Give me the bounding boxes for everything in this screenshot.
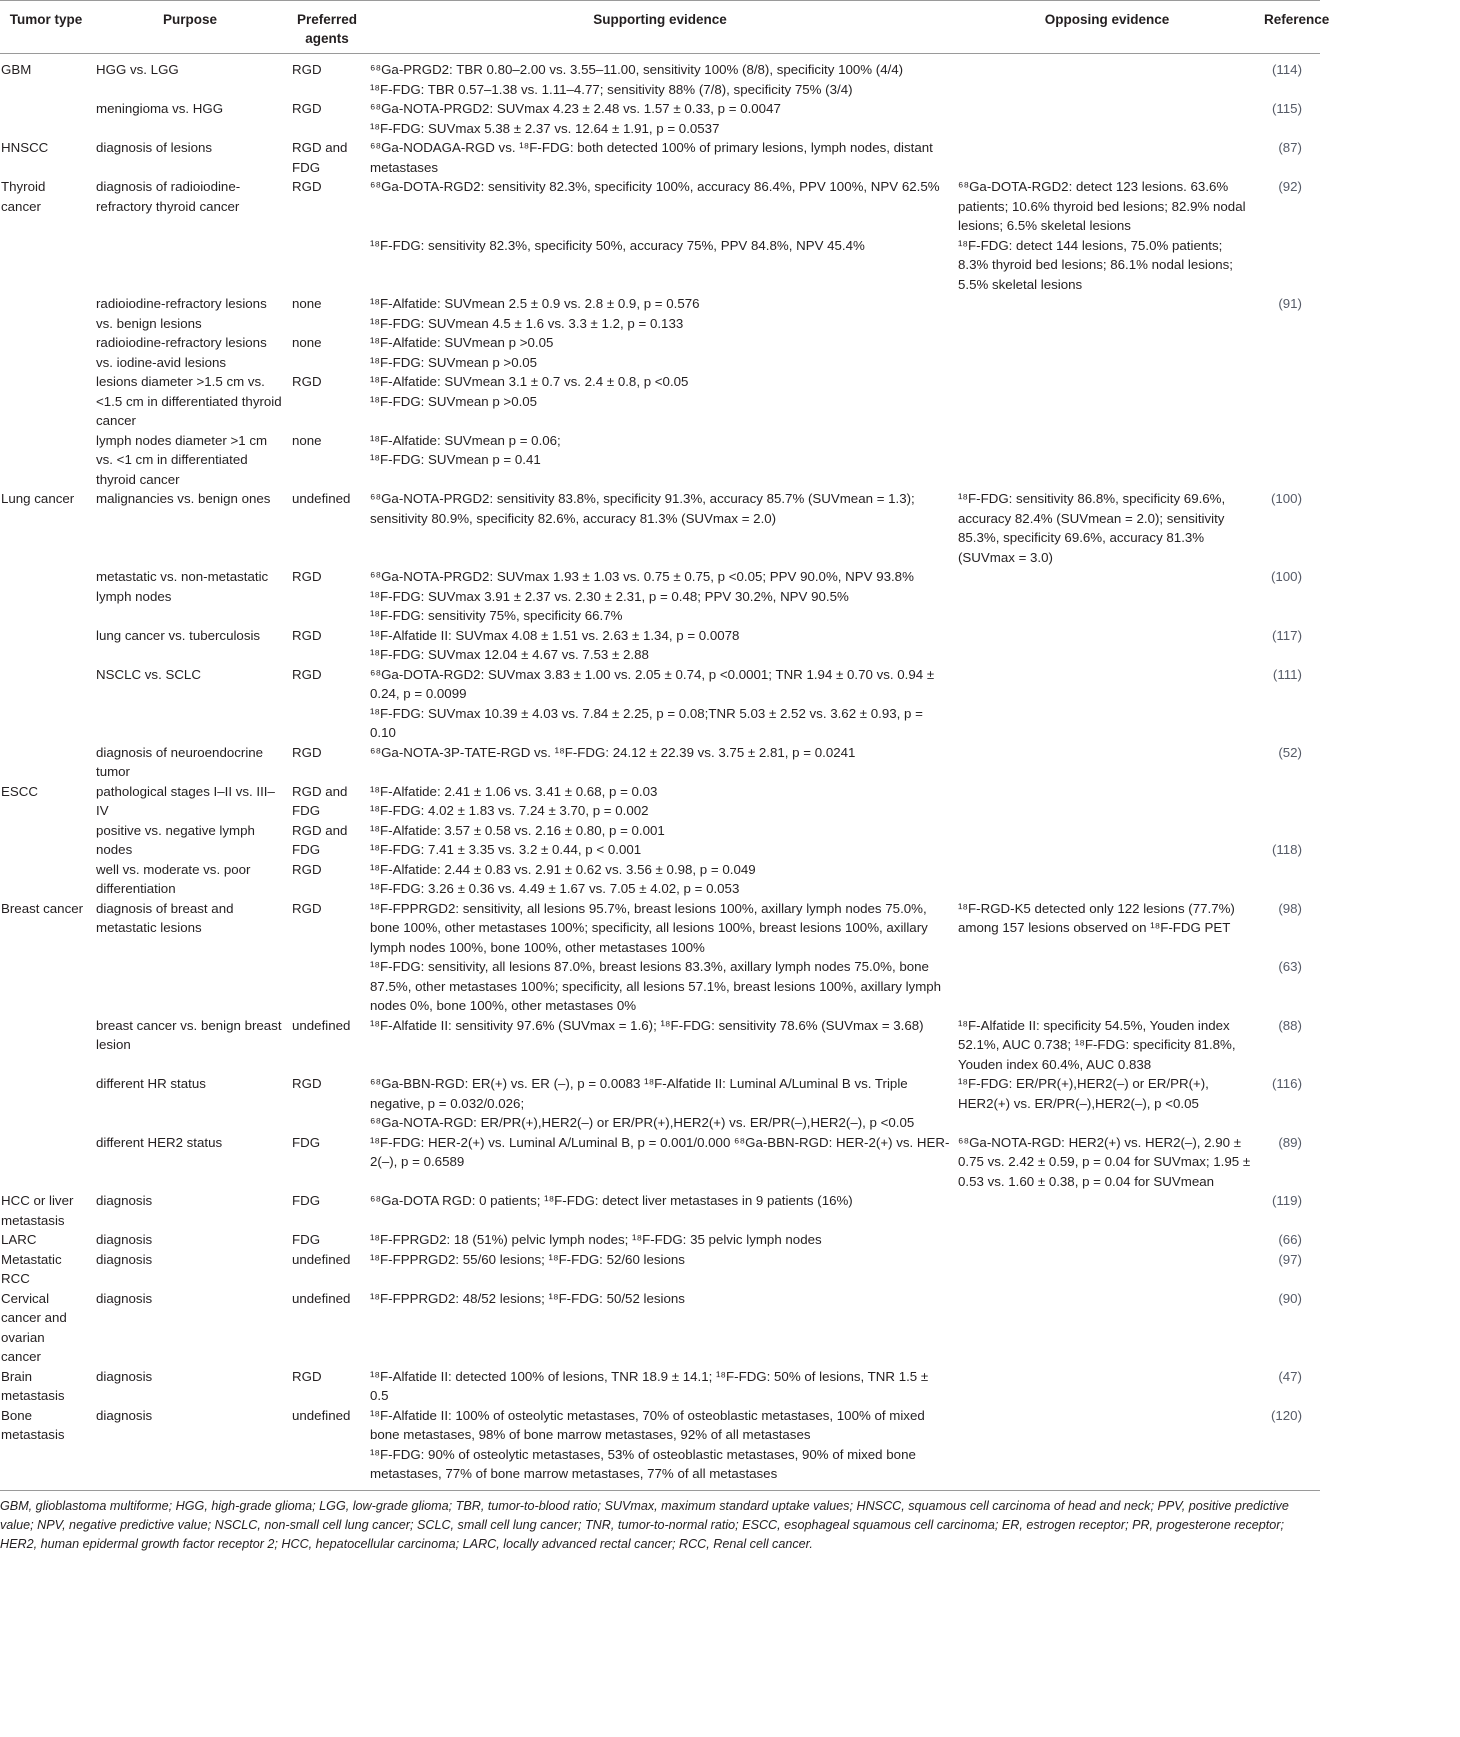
cell-purpose: metastatic vs. non-metastatic lymph nodes [96, 569, 269, 604]
table-row [0, 1133, 1320, 1192]
cell-supporting-evidence: ¹⁸F-Alfatide: SUVmean p = 0.06; ¹⁸F-FDG: SUVmean p = 0.41 [370, 432, 561, 467]
table-footnote [0, 1491, 1320, 1554]
cell-preferred-agents: FDG [292, 1134, 321, 1150]
cell-tumor-type [0, 333, 92, 372]
cell-tumor-type: Brain metastasis [1, 1368, 65, 1403]
cell-tumor-type: Lung cancer [1, 491, 75, 506]
cell-supporting-evidence: ¹⁸F-Alfatide II: detected 100% of lesions, TNR 18.9 ± 14.1; ¹⁸F-FDG: 50% of lesions, TNR 1.5 ± 0.5 [370, 1368, 929, 1403]
cell-tumor-type [0, 665, 92, 743]
cell-supporting-evidence: ¹⁸F-FPPRGD2: 55/60 lesions; ¹⁸F-FDG: 52/60 lesions [370, 1251, 685, 1267]
cell-preferred-agents: undefined [292, 491, 351, 506]
cell-opposing-evidence: ¹⁸F-FDG: sensitivity 86.8%, specificity 69.6%, accuracy 82.4% (SUVmean = 2.0); sensitivity 85.3%, specificity 69.6%, accuracy 81.3% (SUVmax = 3.0) [958, 491, 1226, 565]
cell-purpose: diagnosis of breast and metastatic lesions [96, 900, 234, 935]
cell-preferred-agents: RGD [292, 861, 322, 877]
cell-tumor-type [0, 431, 92, 490]
cell-purpose: diagnosis [96, 1193, 153, 1208]
cell-reference: (120) [1260, 1406, 1320, 1491]
header-purpose: Purpose [92, 1, 288, 54]
cell-supporting-evidence: ⁶⁸Ga-DOTA-RGD2: SUVmax 3.83 ± 1.00 vs. 2.05 ± 0.74, p <0.0001; TNR 1.94 ± 0.70 vs. 0.94 ± 0.24, p = 0.0099 ¹⁸F-FDG: SUVmax 10.39 ± 4.03 vs. 7.84 ± 2.25, p = 0.08;TNR 5.03 ± 2.52 vs. 3.62 ± 0.93, p = 0.10 [370, 666, 935, 740]
cell-purpose: positive vs. negative lymph nodes [96, 822, 255, 857]
cell-tumor-type: LARC [1, 1232, 37, 1247]
cell-reference: (100) [1270, 491, 1302, 506]
header-reference: Reference [1260, 1, 1320, 54]
cell-purpose: meningioma vs. HGG [96, 101, 224, 116]
cell-supporting-evidence: ¹⁸F-Alfatide: SUVmean 2.5 ± 0.9 vs. 2.8 ± 0.9, p = 0.576 ¹⁸F-FDG: SUVmean 4.5 ± 1.6 vs. 3.3 ± 1.2, p = 0.133 [370, 296, 700, 331]
cell-reference [1260, 333, 1320, 372]
cell-supporting-evidence: ¹⁸F-Alfatide: 2.44 ± 0.83 vs. 2.91 ± 0.62 vs. 3.56 ± 0.98, p = 0.049 ¹⁸F-FDG: 3.26 ± 0.36 vs. 4.49 ± 1.67 vs. 7.05 ± 4.02, p = 0.053 [370, 861, 756, 896]
cell-purpose: lesions diameter >1.5 cm vs. <1.5 cm in differentiated thyroid cancer [96, 374, 282, 428]
cell-purpose: malignancies vs. benign ones [96, 491, 271, 506]
table-row [0, 138, 1320, 177]
footnote-text: GBM, glioblastoma multiforme; HGG, high-grade glioma; LGG, low-grade glioma; TBR, tumor-to-blood ratio; SUVmax, maximum standard uptake values; HNSCC, squamous cell carcinoma of head and neck; PPV, positive predictive value; NPV, negative predictive value; NSCLC, non-small cell lung cancer; SCLC, small cell lung cancer; TNR, tumor-to-normal ratio; ESCC, esophageal squamous cell carcinoma; ER, estrogen receptor; PR, progesterone receptor; HER2, human epidermal growth factor receptor 2; HCC, hepatocellular carcinoma; LARC, locally advanced rectal cancer; RCC, Renal cell cancer. [0, 1498, 1289, 1551]
cell-preferred-agents: RGD [292, 666, 322, 682]
cell-opposing-evidence [954, 1230, 1260, 1250]
cell-tumor-type [0, 821, 92, 860]
table-row [0, 294, 1320, 333]
cell-preferred-agents: undefined [292, 1251, 351, 1267]
cell-tumor-type: Metastatic RCC [1, 1251, 62, 1286]
cell-reference: (111) [1272, 666, 1302, 682]
cell-reference: (92) [1278, 179, 1302, 194]
cell-purpose: radioiodine-refractory lesions vs. iodine-avid lesions [96, 335, 267, 370]
table-row [0, 1230, 1320, 1250]
cell-reference: (114) [1271, 62, 1302, 77]
cell-purpose: diagnosis of lesions [96, 140, 213, 155]
cell-opposing-evidence [954, 431, 1260, 490]
table-row [0, 54, 1320, 100]
cell-preferred-agents: RGD [292, 101, 322, 116]
table-row [0, 626, 1320, 665]
cell-tumor-type [0, 99, 92, 138]
cell-reference: (117) [1271, 627, 1302, 643]
cell-preferred-agents: RGD and FDG [292, 822, 348, 857]
cell-preferred-agents: undefined [288, 1406, 366, 1491]
cell-supporting-evidence: ¹⁸F-Alfatide II: SUVmax 4.08 ± 1.51 vs. 2.63 ± 1.34, p = 0.0078 ¹⁸F-FDG: SUVmax 12.04 ± 4.67 vs. 7.53 ± 2.88 [370, 627, 740, 662]
cell-preferred-agents: FDG [292, 1232, 321, 1247]
table-row [0, 372, 1320, 431]
table-row [0, 99, 1320, 138]
cell-supporting-evidence: ⁶⁸Ga-NOTA-PRGD2: SUVmax 4.23 ± 2.48 vs. 1.57 ± 0.33, p = 0.0047 ¹⁸F-FDG: SUVmax 5.38 ± 2.37 vs. 12.64 ± 1.91, p = 0.0537 [370, 101, 781, 136]
cell-purpose: NSCLC vs. SCLC [96, 666, 201, 682]
cell-supporting-evidence: ¹⁸F-FPPRGD2: sensitivity, all lesions 95.7%, breast lesions 100%, axillary lymph nodes 75.0%, bone 100%, other metastases 100%; specificity, all lesions 100%, breast lesions 100%, axillary lymph nodes 100%, bone 100%, other metastases 100% ¹⁸F-FDG: sensitivity, all lesions 87.0%, breast lesions 83.3%, axillary lymph nodes 75.0%, bone 87.5%, other metastases 100%; specificity, all lesions 57.1%, breast lesions 100%, axillary lymph nodes 0%, bone 100%, other metastases 0% [370, 900, 942, 1013]
cell-preferred-agents: RGD [292, 900, 322, 916]
table-row [0, 1250, 1320, 1289]
cell-reference: (118) [1271, 842, 1302, 857]
table-row [0, 743, 1320, 782]
header-supporting-evidence: Supporting evidence [366, 1, 954, 54]
cell-preferred-agents: RGD [292, 627, 322, 643]
header-opposing-evidence: Opposing evidence [954, 1, 1260, 54]
cell-supporting-evidence: ¹⁸F-Alfatide: SUVmean 3.1 ± 0.7 vs. 2.4 ± 0.8, p <0.05 ¹⁸F-FDG: SUVmean p >0.05 [370, 374, 689, 409]
cell-tumor-type: Cervical cancer and ovarian cancer [1, 1290, 67, 1364]
cell-tumor-type [0, 1074, 92, 1133]
cell-purpose: HGG vs. LGG [96, 62, 179, 77]
cell-reference [1260, 372, 1320, 431]
cell-preferred-agents: FDG [292, 1193, 321, 1208]
cell-opposing-evidence [954, 821, 1260, 860]
cell-opposing-evidence: ¹⁸F-Alfatide II: specificity 54.5%, Youden index 52.1%, AUC 0.738; ¹⁸F-FDG: specificity 81.8%, Youden index 60.4%, AUC 0.838 [958, 1017, 1236, 1072]
cell-preferred-agents: none [292, 335, 322, 350]
header-tumor-type: Tumor type [0, 1, 92, 54]
cell-purpose: pathological stages I–II vs. III–IV [96, 783, 275, 818]
table-row [0, 1406, 1320, 1491]
cell-tumor-type: HNSCC [1, 140, 49, 155]
cell-opposing-evidence [954, 626, 1260, 665]
cell-reference: (47) [1278, 1368, 1302, 1384]
table-row [0, 899, 1320, 1016]
cell-purpose: well vs. moderate vs. poor differentiation [96, 861, 251, 896]
cell-tumor-type: Thyroid cancer [1, 179, 46, 214]
cell-supporting-evidence: ⁶⁸Ga-NOTA-PRGD2: sensitivity 83.8%, specificity 91.3%, accuracy 85.7% (SUVmean = 1.3); sensitivity 80.9%, specificity 82.6%, accuracy 81.3% (SUVmax = 2.0) [370, 491, 915, 526]
table-row [0, 1289, 1320, 1367]
cell-tumor-type: HCC or liver metastasis [1, 1193, 74, 1228]
cell-preferred-agents: undefined [292, 1290, 351, 1306]
table-row [0, 821, 1320, 860]
cell-supporting-evidence: ¹⁸F-Alfatide: SUVmean p >0.05 ¹⁸F-FDG: SUVmean p >0.05 [370, 335, 554, 370]
cell-supporting-evidence: ¹⁸F-FPRGD2: 18 (51%) pelvic lymph nodes; ¹⁸F-FDG: 35 pelvic lymph nodes [370, 1232, 822, 1247]
cell-reference: (100) [1270, 569, 1302, 584]
cell-reference: (89) [1278, 1134, 1302, 1150]
cell-opposing-evidence [954, 665, 1260, 743]
table-row [0, 1191, 1320, 1230]
cell-opposing-evidence [954, 1289, 1260, 1367]
cell-tumor-type [0, 567, 92, 626]
cell-tumor-type [0, 743, 92, 782]
table-row [0, 177, 1320, 294]
cell-tumor-type [0, 860, 92, 899]
cell-reference: (91) [1278, 296, 1302, 311]
cell-opposing-evidence [954, 1250, 1260, 1289]
cell-opposing-evidence [954, 99, 1260, 138]
table-row [0, 782, 1320, 821]
cell-opposing-evidence: ¹⁸F-RGD-K5 detected only 122 lesions (77.7%) among 157 lesions observed on ¹⁸F-FDG PET [958, 900, 1235, 935]
cell-preferred-agents: RGD [292, 569, 322, 584]
cell-preferred-agents: RGD [292, 179, 322, 194]
cell-opposing-evidence: ¹⁸F-FDG: ER/PR(+),HER2(–) or ER/PR(+), HER2(+) vs. ER/PR(–),HER2(–), p <0.05 [958, 1076, 1209, 1111]
cell-preferred-agents: RGD and FDG [292, 140, 348, 175]
cell-tumor-type: GBM [1, 62, 32, 77]
cell-purpose: diagnosis [96, 1232, 153, 1247]
cell-tumor-type: Bone metastasis [0, 1406, 92, 1491]
cell-opposing-evidence: ⁶⁸Ga-DOTA-RGD2: detect 123 lesions. 63.6% patients; 10.6% thyroid bed lesions; 82.9% nodal lesions; 6.5% skeletal lesions ¹⁸F-FDG: detect 144 lesions, 75.0% patients; 8.3% thyroid bed lesions; 86.1% nodal lesions; 5.5% skeletal lesions [958, 179, 1246, 292]
cell-supporting-evidence: ⁶⁸Ga-DOTA-RGD2: sensitivity 82.3%, specificity 100%, accuracy 86.4%, PPV 100%, NPV 62.5% ¹⁸F-FDG: sensitivity 82.3%, specificity 50%, accuracy 75%, PPV 84.8%, NPV 45.4% [370, 179, 940, 253]
table-row [0, 567, 1320, 626]
cell-supporting-evidence: ¹⁸F-Alfatide II: sensitivity 97.6% (SUVmax = 1.6); ¹⁸F-FDG: sensitivity 78.6% (SUVmax = 3.68) [370, 1017, 924, 1033]
cell-reference: (52) [1278, 744, 1302, 760]
table-row [0, 431, 1320, 490]
cell-supporting-evidence: ⁶⁸Ga-BBN-RGD: ER(+) vs. ER (–), p = 0.0083 ¹⁸F-Alfatide II: Luminal A/Luminal B vs. Triple negative, p = 0.032/0.026; ⁶⁸Ga-NOTA-RGD: ER/PR(+),HER2(–) or ER/PR(+),HER2(+) vs. ER/PR(–),HER2(–), p <0.05 [370, 1076, 915, 1130]
cell-preferred-agents: RGD and FDG [292, 783, 348, 818]
cell-preferred-agents: RGD [292, 744, 322, 760]
table-body [0, 54, 1320, 1491]
cell-preferred-agents: RGD [292, 1368, 322, 1384]
table-row [0, 489, 1320, 567]
cell-tumor-type [0, 372, 92, 431]
cell-opposing-evidence [954, 294, 1260, 333]
cell-preferred-agents: none [292, 432, 322, 448]
cell-preferred-agents: undefined [292, 1017, 351, 1033]
cell-opposing-evidence [954, 782, 1260, 821]
cell-purpose: diagnosis of neuroendocrine tumor [96, 744, 264, 779]
cell-supporting-evidence: ⁶⁸Ga-DOTA RGD: 0 patients; ¹⁸F-FDG: detect liver metastases in 9 patients (16%) [370, 1193, 853, 1208]
cell-supporting-evidence: ⁶⁸Ga-NODAGA-RGD vs. ¹⁸F-FDG: both detected 100% of primary lesions, lymph nodes, distant metastases [370, 140, 933, 175]
table-row [0, 665, 1320, 743]
header-preferred-agents: Preferred agents [288, 1, 366, 54]
table-row [0, 1016, 1320, 1075]
cell-purpose: radioiodine-refractory lesions vs. benign lesions [96, 296, 267, 331]
cell-tumor-type: Breast cancer [1, 900, 84, 916]
cell-supporting-evidence: ¹⁸F-Alfatide: 3.57 ± 0.58 vs. 2.16 ± 0.80, p = 0.001 ¹⁸F-FDG: 7.41 ± 3.35 vs. 3.2 ± 0.44, p < 0.001 [370, 822, 665, 857]
cell-purpose: different HR status [96, 1076, 206, 1091]
cell-purpose: diagnosis [96, 1368, 153, 1384]
cell-preferred-agents: RGD [292, 374, 322, 389]
cell-opposing-evidence [954, 54, 1260, 100]
cell-purpose: diagnosis [96, 1290, 153, 1306]
cell-opposing-evidence [954, 860, 1260, 899]
cell-reference: (66) [1278, 1232, 1302, 1247]
cell-purpose: different HER2 status [96, 1134, 223, 1150]
cell-reference: (115) [1271, 101, 1302, 116]
cell-purpose: lung cancer vs. tuberculosis [96, 627, 261, 643]
table-row [0, 333, 1320, 372]
table-row [0, 860, 1320, 899]
cell-reference: (90) [1278, 1290, 1302, 1306]
cell-tumor-type [0, 1016, 92, 1075]
cell-opposing-evidence [954, 1406, 1260, 1491]
cell-purpose: breast cancer vs. benign breast lesion [96, 1017, 282, 1052]
cell-reference [1260, 782, 1320, 821]
cell-supporting-evidence: ¹⁸F-FPPRGD2: 48/52 lesions; ¹⁸F-FDG: 50/52 lesions [370, 1290, 685, 1306]
cell-supporting-evidence: ⁶⁸Ga-NOTA-PRGD2: SUVmax 1.93 ± 1.03 vs. 0.75 ± 0.75, p <0.05; PPV 90.0%, NPV 93.8% ¹⁸F-FDG: SUVmax 3.91 ± 2.37 vs. 2.30 ± 2.31, p = 0.48; PPV 30.2%, NPV 90.5% ¹⁸F-FDG: sensitivity 75%, specificity 66.7% [370, 569, 914, 623]
cell-tumor-type [0, 1133, 92, 1192]
cell-preferred-agents: RGD [292, 1076, 322, 1091]
cell-reference: (88) [1278, 1017, 1302, 1033]
cell-purpose: diagnosis of radioiodine-refractory thyroid cancer [96, 179, 241, 214]
cell-opposing-evidence [954, 333, 1260, 372]
cell-opposing-evidence: ⁶⁸Ga-NOTA-RGD: HER2(+) vs. HER2(–), 2.90 ± 0.75 vs. 2.42 ± 0.59, p = 0.04 for SUVmax; 1.95 ± 0.53 vs. 1.60 ± 0.38, p = 0.04 for SUVmean [958, 1134, 1251, 1189]
cell-reference: (119) [1271, 1193, 1302, 1208]
cell-reference [1260, 431, 1320, 490]
cell-opposing-evidence [954, 1367, 1260, 1406]
cell-purpose: lymph nodes diameter >1 cm vs. <1 cm in differentiated thyroid cancer [96, 432, 268, 487]
cell-opposing-evidence [954, 138, 1260, 177]
cell-preferred-agents: none [292, 296, 322, 311]
cell-opposing-evidence [954, 567, 1260, 626]
cell-tumor-type [0, 626, 92, 665]
cell-reference: (98) (63) [1278, 900, 1302, 974]
cell-tumor-type [0, 294, 92, 333]
cell-opposing-evidence [954, 372, 1260, 431]
cell-preferred-agents: RGD [292, 62, 322, 77]
cell-supporting-evidence: ⁶⁸Ga-NOTA-3P-TATE-RGD vs. ¹⁸F-FDG: 24.12 ± 22.39 vs. 3.75 ± 2.81, p = 0.0241 [370, 744, 856, 760]
cell-reference [1260, 860, 1320, 899]
header-row [0, 1, 1320, 54]
cell-opposing-evidence [954, 1191, 1260, 1230]
cell-tumor-type: ESCC [1, 783, 38, 799]
cell-supporting-evidence: ¹⁸F-Alfatide II: 100% of osteolytic metastases, 70% of osteoblastic metastases, 100% of mixed bone metastases, 98% of bone marrow metastases, 92% of all metastases ¹⁸F-FDG: 90% of osteolytic metastases, 53% of osteoblastic metastases, 90% of mixed bone metastases, 77% of bone marrow metastases, 77% of all metastases [366, 1406, 954, 1491]
cell-supporting-evidence: ¹⁸F-FDG: HER-2(+) vs. Luminal A/Luminal B, p = 0.001/0.000 ⁶⁸Ga-BBN-RGD: HER-2(+) vs. HER-2(–), p = 0.6589 [370, 1134, 950, 1169]
cell-reference: (87) [1278, 140, 1302, 155]
cell-purpose: diagnosis [92, 1406, 288, 1491]
cell-opposing-evidence [954, 743, 1260, 782]
cell-reference: (97) [1278, 1251, 1302, 1267]
cell-purpose: diagnosis [96, 1251, 153, 1267]
table-row [0, 1074, 1320, 1133]
cell-supporting-evidence: ⁶⁸Ga-PRGD2: TBR 0.80–2.00 vs. 3.55–11.00, sensitivity 100% (8/8), specificity 100% (4/4) ¹⁸F-FDG: TBR 0.57–1.38 vs. 1.11–4.77; sensitivity 88% (7/8), specificity 75% (3/4) [370, 62, 904, 97]
table-row [0, 1367, 1320, 1406]
cell-reference: (116) [1271, 1076, 1302, 1091]
cell-supporting-evidence: ¹⁸F-Alfatide: 2.41 ± 1.06 vs. 3.41 ± 0.68, p = 0.03 ¹⁸F-FDG: 4.02 ± 1.83 vs. 7.24 ± 3.70, p = 0.002 [370, 783, 658, 818]
